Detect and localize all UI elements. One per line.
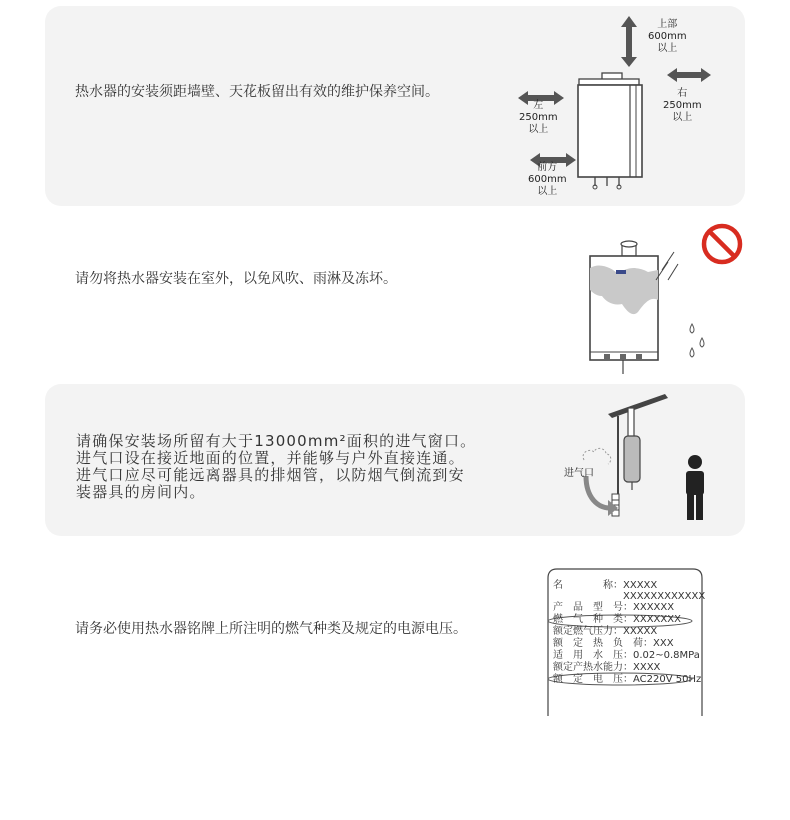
nameplate-row: 额定燃气压力：XXXXX <box>553 626 658 637</box>
person-icon <box>686 455 704 520</box>
nameplate-row: 额定产热水能力：XXXX <box>553 662 661 673</box>
nameplate-row: 额 定 电 压：AC220V 50Hz <box>553 674 702 685</box>
air-inlet-illustration <box>540 390 720 530</box>
nameplate-row: 适 用 水 压：0.02~0.8MPa <box>553 650 700 661</box>
nameplate-row: 燃 气 种 类：XXXXXXX <box>553 614 681 625</box>
arrow-up-down-icon <box>621 16 637 67</box>
section-outdoor-warning <box>45 214 745 378</box>
nameplate-row: 名 称：XXXXX <box>553 580 658 591</box>
section-clearance <box>45 6 745 206</box>
prohibited-icon <box>704 226 740 262</box>
outdoor-heater-illustration <box>580 222 745 377</box>
nameplate-row: XXXXXXXXXXXX <box>623 591 706 602</box>
section-air-inlet <box>45 384 745 536</box>
air-inlet-line-1: 请确保安装场所留有大于13000mm²面积的进气窗口。 <box>76 432 477 450</box>
label-front: 前方 600mm 以上 <box>528 162 567 197</box>
label-right: 右 250mm 以上 <box>663 88 702 123</box>
nameplate-row: 产 品 型 号：XXXXXX <box>553 602 675 613</box>
label-top: 上部 600mm 以上 <box>648 19 687 54</box>
air-inlet-line-4: 装器具的房间内。 <box>76 483 206 501</box>
label-left: 左 250mm 以上 <box>519 100 558 135</box>
outdoor-warning-text: 请勿将热水器安装在室外，以免风吹、雨淋及冻坏。 <box>75 271 397 287</box>
nameplate-instruction-text: 请务必使用热水器铭牌上所注明的燃气种类及规定的电源电压。 <box>75 621 467 637</box>
section-nameplate <box>45 544 745 720</box>
clearance-text: 热水器的安装须距墙壁、天花板留出有效的维护保养空间。 <box>75 84 439 100</box>
air-inlet-label: 进气口 <box>564 468 594 479</box>
air-inlet-line-3: 进气口应尽可能远离器具的排烟管，以防烟气倒流到安 <box>76 466 465 484</box>
air-inlet-line-2: 进气口设在接近地面的位置，并能够与户外直接连通。 <box>76 449 465 467</box>
nameplate-row: 额 定 热 负 荷：XXX <box>553 638 674 649</box>
arrow-left-right-icon <box>667 68 711 82</box>
